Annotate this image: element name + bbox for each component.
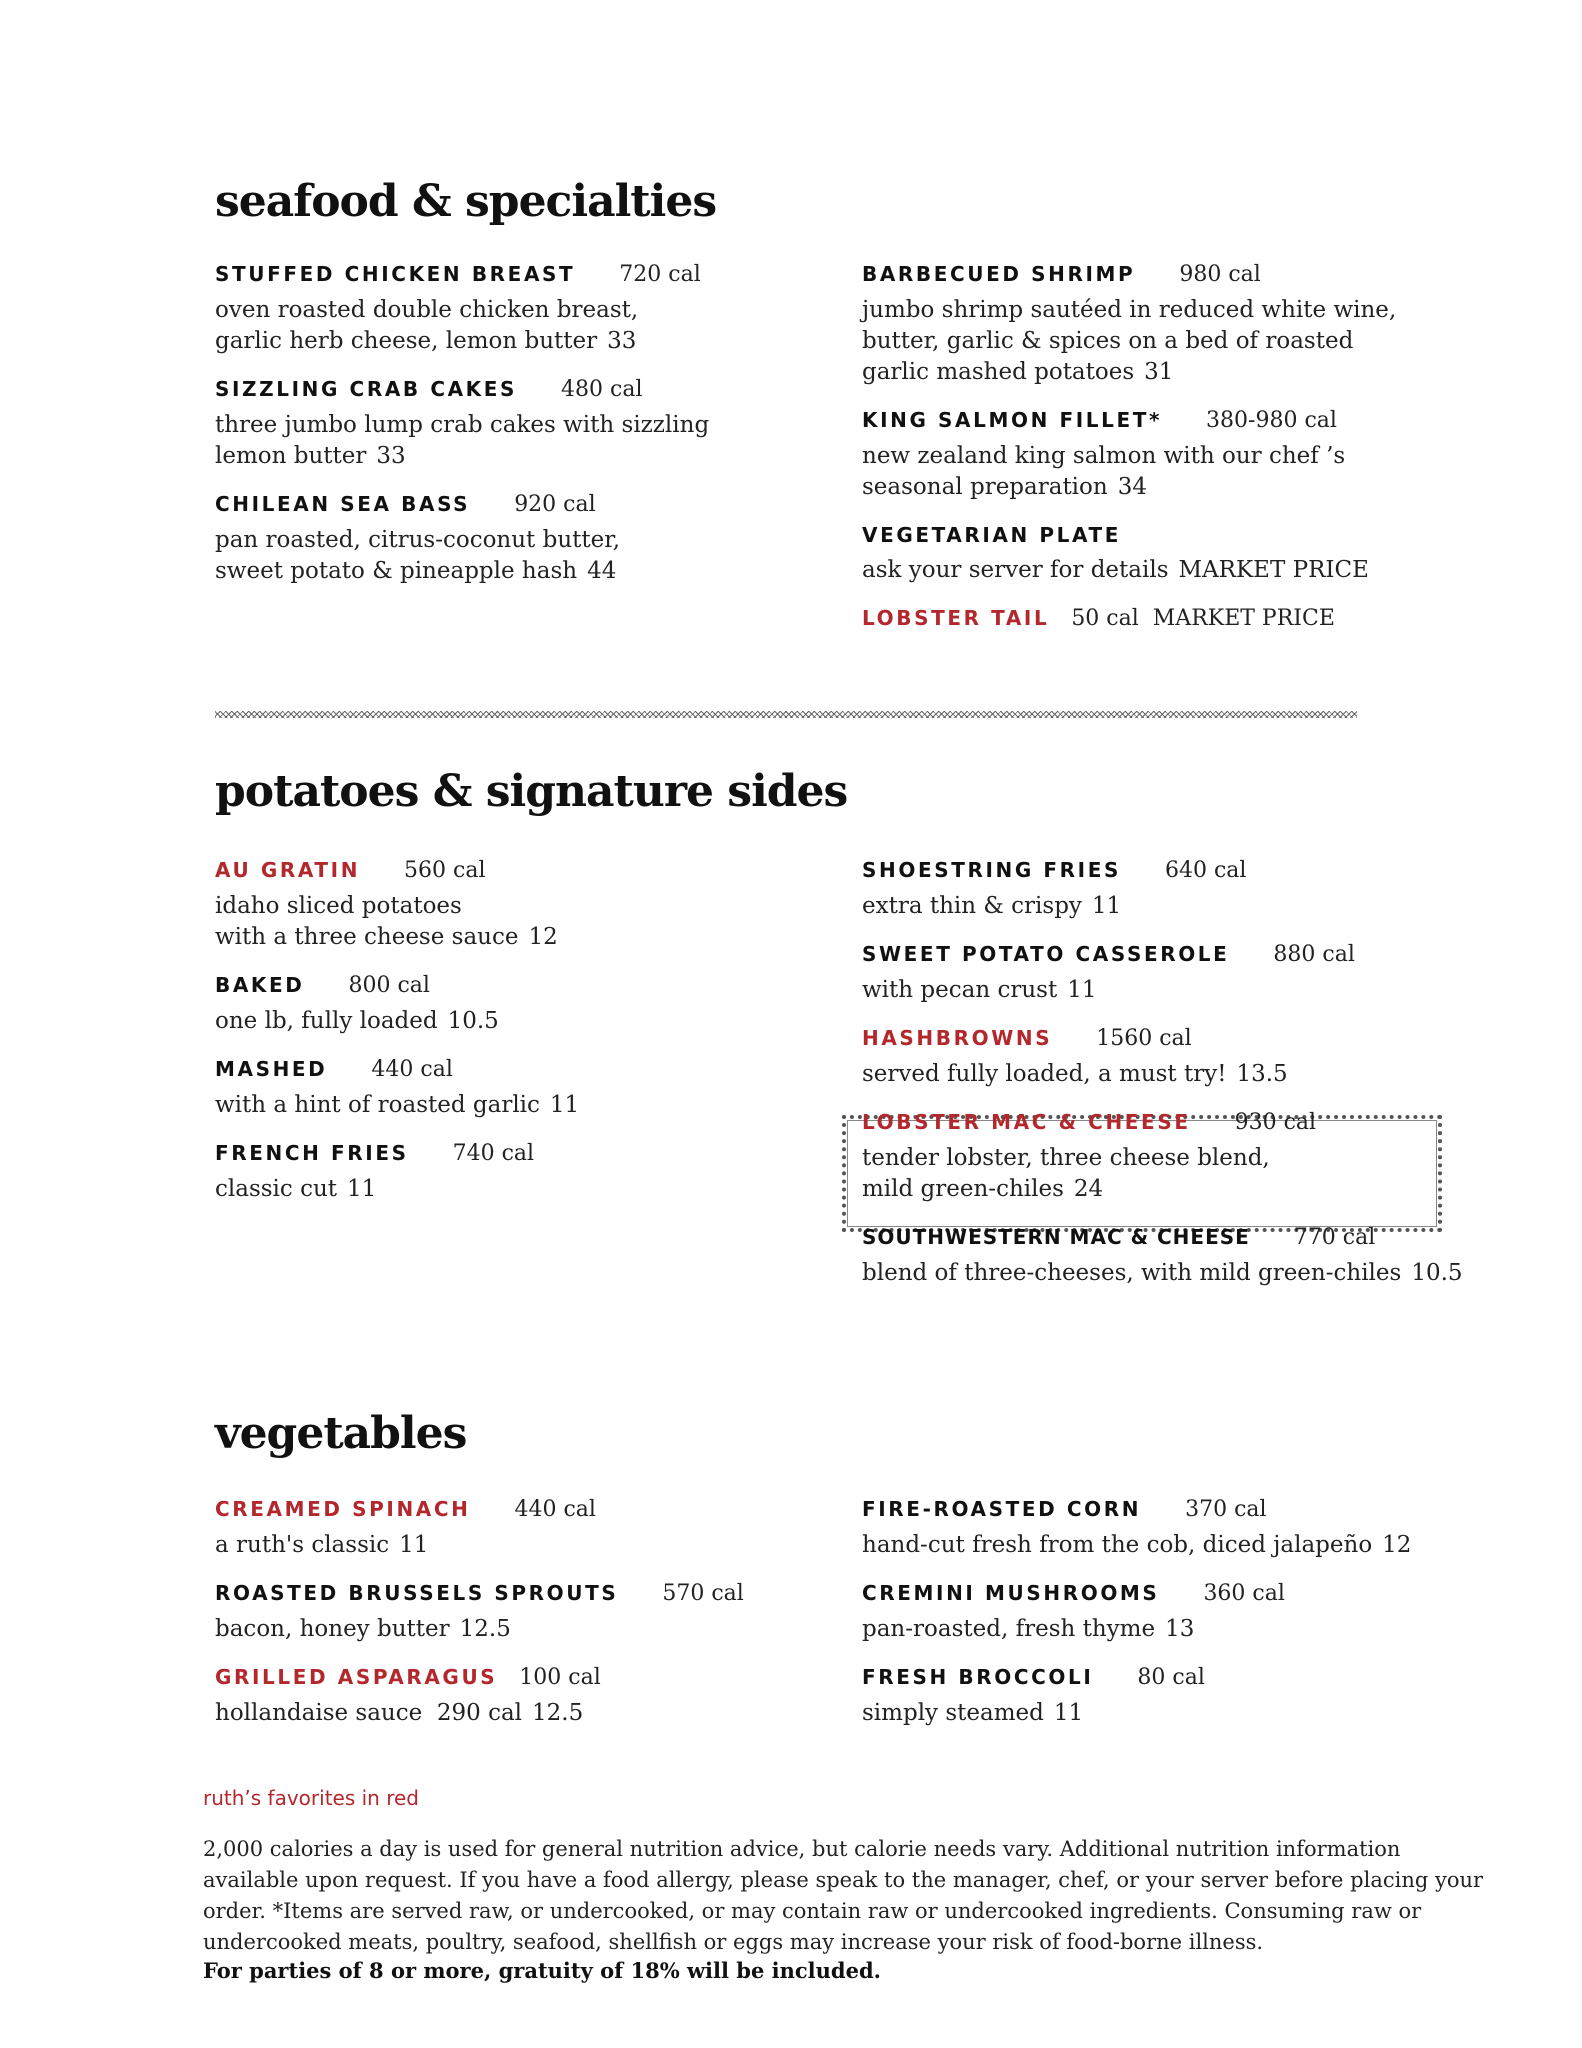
item-name: CREAMED SPINACH: [215, 1497, 471, 1521]
item-calories: 770 cal: [1293, 1225, 1376, 1250]
menu-item: [215, 973, 815, 1037]
item-price: MARKET PRICE: [1152, 606, 1335, 631]
menu-item-favorite: [215, 1497, 815, 1561]
section-title-seafood: seafood & specialties: [215, 176, 717, 227]
menu-item: [862, 1665, 1462, 1729]
gratuity-note: For parties of 8 or more, gratuity of 18% will be included.: [203, 1958, 881, 1983]
item-description: mild green-chiles: [862, 1176, 1064, 1202]
item-calories: 570 cal: [662, 1581, 744, 1606]
menu-item-favorite: [215, 1665, 815, 1729]
item-name: FRENCH FRIES: [215, 1141, 409, 1165]
item-calories: 980 cal: [1179, 262, 1261, 287]
menu-item: [862, 262, 1462, 388]
item-price: 33: [607, 328, 637, 354]
item-calories: 720 cal: [619, 262, 701, 287]
item-name: KING SALMON FILLET*: [862, 408, 1163, 432]
item-calories: 440 cal: [371, 1057, 453, 1082]
item-description: extra thin & crispy: [862, 893, 1082, 919]
seafood-right-column: [862, 262, 1462, 631]
menu-item: [862, 523, 1462, 586]
item-description: tender lobster, three cheese blend,: [862, 1145, 1270, 1171]
item-description: simply steamed: [862, 1700, 1044, 1726]
menu-item: [862, 942, 1462, 1006]
item-price: 11: [1067, 977, 1097, 1003]
item-description: butter, garlic & spices on a bed of roasted: [862, 328, 1354, 354]
item-name: CREMINI MUSHROOMS: [862, 1581, 1160, 1605]
item-name: HASHBROWNS: [862, 1026, 1053, 1050]
item-description: hand-cut fresh from the cob, diced jalapeño: [862, 1532, 1373, 1558]
item-calories: 380-980 cal: [1206, 408, 1337, 433]
item-calories: 560 cal: [404, 858, 486, 883]
section-divider: [215, 711, 1357, 718]
item-calories: 440 cal: [514, 1497, 596, 1522]
menu-item: [215, 262, 815, 357]
menu-item: [862, 1497, 1462, 1561]
item-name: BARBECUED SHRIMP: [862, 262, 1136, 286]
item-description: ask your server for details: [862, 557, 1169, 583]
item-description: seasonal preparation: [862, 474, 1108, 500]
item-calories: 480 cal: [561, 377, 643, 402]
item-price: 11: [549, 1092, 580, 1118]
item-price: 11: [1091, 893, 1122, 919]
item-description: blend of three-cheeses, with mild green-chiles: [862, 1260, 1402, 1286]
item-description: oven roasted double chicken breast,: [215, 297, 639, 323]
item-description: pan-roasted, fresh thyme: [862, 1616, 1156, 1642]
vegetables-right-column: [862, 1497, 1462, 1729]
nutrition-disclaimer: [203, 1834, 1484, 1958]
menu-item-favorite: [862, 1110, 1462, 1205]
item-price: 10.5: [1411, 1260, 1463, 1286]
item-calories: 880 cal: [1273, 942, 1355, 967]
item-name: BAKED: [215, 973, 305, 997]
menu-item: [862, 858, 1462, 922]
item-name: FRESH BROCCOLI: [862, 1665, 1094, 1689]
item-description: bacon, honey butter: [215, 1616, 450, 1642]
section-title-vegetables: vegetables: [215, 1408, 467, 1459]
menu-item: [215, 492, 815, 587]
item-description: with a hint of roasted garlic: [215, 1092, 540, 1118]
menu-item-favorite: [862, 606, 1462, 631]
item-price: 31: [1144, 359, 1174, 385]
item-name: LOBSTER MAC & CHEESE: [862, 1110, 1191, 1134]
menu-item-favorite: [215, 858, 815, 953]
item-price: 12: [528, 924, 558, 950]
item-price: 24: [1073, 1176, 1104, 1202]
sides-left-column: [215, 858, 815, 1205]
item-calories: 80 cal: [1137, 1665, 1205, 1690]
section-title-sides: potatoes & signature sides: [215, 766, 848, 817]
item-price: 12.5: [532, 1700, 584, 1726]
seafood-left-column: [215, 262, 815, 587]
item-price: 12.5: [459, 1616, 511, 1642]
item-name: AU GRATIN: [215, 858, 361, 882]
item-description: idaho sliced potatoes: [215, 893, 462, 919]
vegetables-left-column: [215, 1497, 815, 1729]
item-name: LOBSTER TAIL: [862, 606, 1050, 630]
item-calories: 1560 cal: [1096, 1026, 1192, 1051]
item-description: jumbo shrimp sautéed in reduced white wine,: [862, 297, 1397, 323]
item-description: one lb, fully loaded: [215, 1008, 438, 1034]
item-name: SIZZLING CRAB CAKES: [215, 377, 518, 401]
item-name: SOUTHWESTERN MAC & CHEESE: [862, 1225, 1250, 1249]
item-calories: 50 cal: [1071, 606, 1139, 631]
menu-item: [862, 1581, 1462, 1645]
item-description: new zealand king salmon with our chef ’s: [862, 443, 1346, 469]
menu-item-favorite: [862, 1026, 1462, 1090]
item-price: 11: [1053, 1700, 1084, 1726]
disclaimer-line: available upon request. If you have a food allergy, please speak to the manager, chef, or your server before placing your: [203, 1868, 1484, 1892]
item-price: 34: [1117, 474, 1147, 500]
item-price: 10.5: [447, 1008, 499, 1034]
item-name: CHILEAN SEA BASS: [215, 492, 471, 516]
item-name: SWEET POTATO CASSEROLE: [862, 942, 1230, 966]
item-description: three jumbo lump crab cakes with sizzling: [215, 412, 710, 438]
item-price: MARKET PRICE: [1178, 557, 1369, 583]
menu-item: [215, 1141, 815, 1205]
item-description: with a three cheese sauce: [215, 924, 519, 950]
disclaimer-line: 2,000 calories a day is used for general nutrition advice, but calorie needs vary. Additional nutrition information: [203, 1837, 1401, 1861]
disclaimer-line: undercooked meats, poultry, seafood, shellfish or eggs may increase your risk of food-borne illness.: [203, 1930, 1264, 1954]
item-description: lemon butter: [215, 443, 367, 469]
item-description: classic cut: [215, 1176, 338, 1202]
item-price: 44: [587, 558, 617, 584]
item-calories: 740 cal: [452, 1141, 535, 1166]
item-price: 33: [376, 443, 406, 469]
menu-item: [215, 1581, 815, 1645]
item-price: 11: [399, 1532, 429, 1558]
item-name: MASHED: [215, 1057, 328, 1081]
item-name: GRILLED ASPARAGUS: [215, 1665, 498, 1689]
item-name: SHOESTRING FRIES: [862, 858, 1121, 882]
menu-item: [215, 1057, 815, 1121]
item-calories: 800 cal: [348, 973, 430, 998]
item-price: 13: [1165, 1616, 1195, 1642]
menu-item: [862, 408, 1462, 503]
item-calories: 640 cal: [1164, 858, 1247, 883]
item-calories: 100 cal: [519, 1665, 601, 1690]
disclaimer-line: order. *Items are served raw, or undercooked, or may contain raw or undercooked ingredients. Consuming raw or: [203, 1899, 1422, 1923]
item-calories: 370 cal: [1185, 1497, 1267, 1522]
favorites-note: ruth’s favorites in red: [203, 1786, 419, 1810]
item-description: pan roasted, citrus-coconut butter,: [215, 527, 621, 553]
item-calories: 360 cal: [1203, 1581, 1285, 1606]
item-name: STUFFED CHICKEN BREAST: [215, 262, 576, 286]
sides-right-column: [862, 858, 1462, 1289]
item-description: garlic mashed potatoes: [862, 359, 1135, 385]
item-name: VEGETARIAN PLATE: [862, 523, 1122, 547]
item-description: hollandaise sauce 290 cal: [215, 1700, 523, 1726]
item-price: 13.5: [1236, 1061, 1288, 1087]
item-description: sweet potato & pineapple hash: [215, 558, 578, 584]
item-price: 11: [347, 1176, 377, 1202]
item-description: garlic herb cheese, lemon butter: [215, 328, 598, 354]
menu-item: [862, 1225, 1462, 1289]
menu-item: [215, 377, 815, 472]
item-description: a ruth's classic: [215, 1532, 390, 1558]
item-calories: 930 cal: [1234, 1110, 1317, 1135]
item-description: with pecan crust: [862, 977, 1058, 1003]
item-price: 12: [1382, 1532, 1412, 1558]
item-calories: 920 cal: [514, 492, 596, 517]
item-name: ROASTED BRUSSELS SPROUTS: [215, 1581, 619, 1605]
item-name: FIRE-ROASTED CORN: [862, 1497, 1142, 1521]
item-description: served fully loaded, a must try!: [862, 1061, 1227, 1087]
